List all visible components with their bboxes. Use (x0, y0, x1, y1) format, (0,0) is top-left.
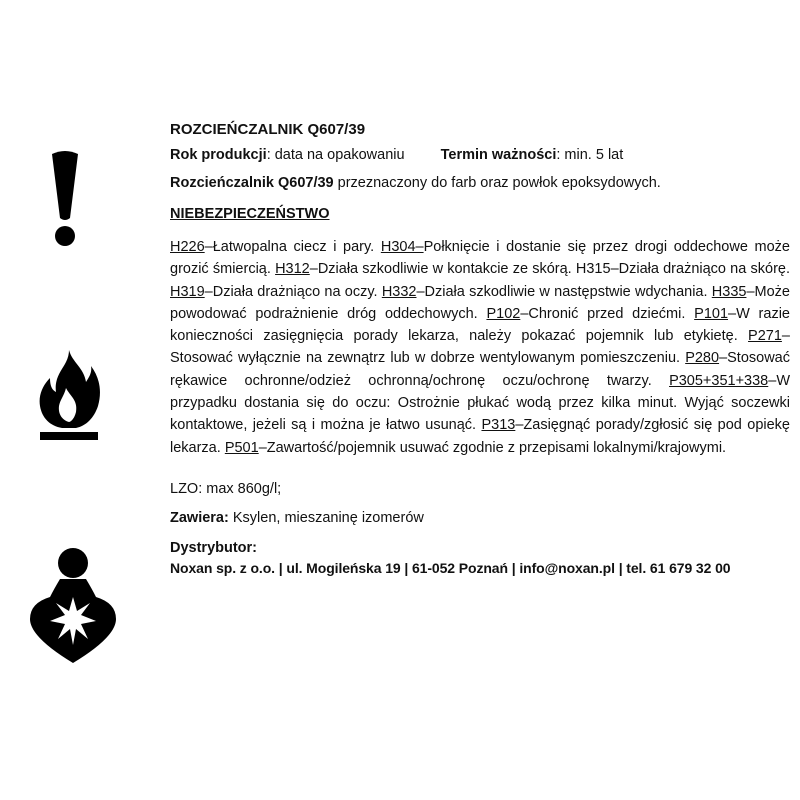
statement-code: P305+351+338 (669, 372, 769, 389)
expiry-value: : min. 5 lat (556, 147, 624, 163)
contains-info (170, 510, 790, 526)
distributor-details: Noxan sp. z o.o. | ul. Mogileńska 19 | 61-052 Poznań | info@noxan.pl | tel. 61 679 32 00 (170, 560, 731, 576)
statement-code: H319 (170, 283, 205, 300)
statement-text: –Zasięgnąć porady/zgłosić się pod opiekę lekarza. (170, 417, 790, 456)
statement-code: P313 (481, 417, 516, 434)
flame-icon (36, 348, 102, 444)
voc-content: LZO: max 860g/l; (170, 481, 282, 497)
statement-text: Połknięcie i dostanie się przez drogi oddechowe może grozić śmiercią. (170, 239, 790, 278)
statement-text: –Działa drażniąco na skórę. (610, 261, 790, 278)
statement-code: H226 (170, 239, 205, 255)
statement-code: P271 (748, 328, 782, 345)
statement-code: P280 (685, 350, 720, 367)
statement-text: –Działa szkodliwie w kontakcie ze skórą. (309, 261, 576, 278)
health-hazard-icon (30, 545, 116, 665)
statement-code: P102 (486, 305, 521, 322)
exclamation-mark-icon (40, 150, 90, 250)
description-product-name: Rozcieńczalnik Q607/39 (170, 175, 334, 191)
statement-text: –Może powodować podrażnienie dróg oddechowych. (170, 283, 790, 322)
statement-code: P101 (694, 305, 729, 322)
statement-code: H332 (381, 283, 417, 300)
statement-text: –Działa szkodliwie w następstwie wdychania. (416, 283, 712, 300)
product-title: ROZCIEŃCZALNIK Q607/39 (170, 121, 366, 138)
description-text: przeznaczony do farb oraz powłok epoksydowych. (333, 175, 661, 191)
production-year-value: : data na opakowaniu (266, 147, 405, 163)
statement-text: –Stosować wyłącznie na zewnątrz lub w dobrze wentylowanym pomieszczeniu. (170, 328, 790, 367)
production-info (170, 147, 790, 163)
statement-code: H312 (275, 261, 310, 278)
contains-value: Ksylen, mieszaninę izomerów (228, 510, 424, 526)
statement-text: –Chronić przed dziećmi. (520, 305, 695, 322)
expiry-label: Termin ważności (440, 147, 557, 163)
statement-text: –Łatwopalna ciecz i pary. (204, 239, 381, 255)
statement-code: P501 (224, 439, 259, 456)
production-year-label: Rok produkcji (170, 147, 267, 163)
statement-code: H304– (380, 239, 424, 255)
statement-text: –W razie konieczności zasięgnięcia porady lekarza, należy pokazać pojemnik lub etykietę. (170, 305, 790, 345)
statement-text: –Zawartość/pojemnik usuwać zgodnie z przepisami lokalnymi/krajowymi. (258, 439, 727, 456)
statement-code: H335 (711, 283, 747, 300)
hazard-statements (170, 236, 790, 459)
statement-text: –Działa drażniąco na oczy. (204, 283, 382, 300)
statement-code: H315 (575, 261, 611, 278)
product-description (170, 175, 790, 191)
distributor-label: Dystrybutor: (170, 540, 258, 556)
statement-text: –Stosować rękawice ochronne/odzież ochronną/ochronę oczu/ochronę twarzy. (170, 350, 790, 389)
contains-label: Zawiera: (170, 510, 229, 526)
signal-word: NIEBEZPIECZEŃSTWO (170, 206, 330, 222)
statement-text: –W przypadku dostania się do oczu: Ostrożnie płukać wodą przez kilka minut. Wyjąć soczewki kontaktowe, jeżeli są i można je łatwo usunąć. (170, 372, 790, 434)
